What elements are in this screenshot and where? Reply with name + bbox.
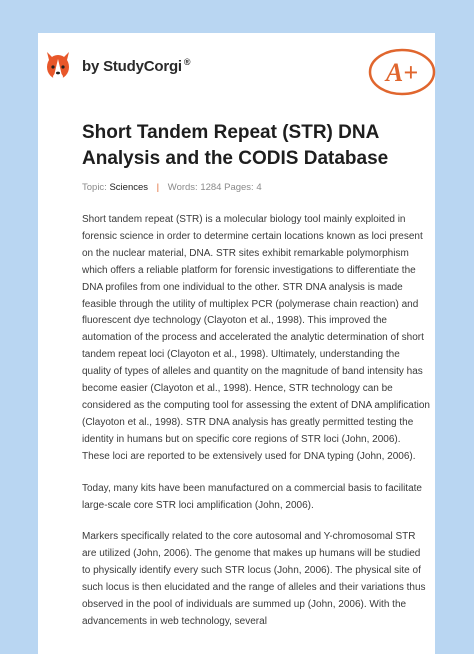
grade-badge — [366, 47, 438, 102]
corgi-icon — [44, 50, 72, 82]
document-meta — [82, 182, 262, 193]
paragraph: Today, many kits have been manufactured on a commercial basis to facilitate large-scale core STR loci amplification (John, 2006). — [82, 482, 422, 511]
brand-name: by StudyCorgi ® — [82, 57, 191, 75]
studycorgi-logo[interactable] — [44, 50, 190, 82]
paragraph: Short tandem repeat (STR) is a molecular biology tool mainly exploited in forensic science in order to determine certain locations known as loci present on the nuclear material, DNA. STR sites exhibit remarkable polymorphism which offers a reliable platform for forensic investigations to differentiate the DNA profiles from one individual to the other. STR DNA analysis is made feasible through the utility of multiplex PCR (polymerase chain reaction) and fluorescent dye technology (Clayoton et al., 1998). This improved the automation of the process and accelerated the analytic determination of short tandem repeat loci (Clayoton et al., 1998). Ultimately, understanding the quality of types of alleles and quantity on the magnitude of band intensity has become easier (Clayoton et al., 1998). Hence, STR technology can be considered as the computing tool for assessing the extent of DNA amplification (Clayoton et al., 1998). STR DNA analysis has greatly permitted testing the identity in humans but on specific core regions of STR loci (John, 2006). These loci are reported to be extensively used for DNA typing (John, 2006). — [82, 214, 430, 462]
word-count: Words: 1284 — [167, 182, 222, 193]
svg-text:A+: A+ — [385, 58, 419, 87]
page-title: Short Tandem Repeat (STR) DNA Analysis and the CODIS Database — [82, 122, 389, 169]
paragraph: Markers specifically related to the core autosomal and Y-chromosomal STR are utilized (John, 2006). The genome that makes up humans will be studied to physically identify every such STR locus (John, 2006). The physical site of such locus is then elucidated and the range of alleles and their variations thus observed in the pool of individuals are summed up (John, 2006). With the advancements in web technology, several — [82, 531, 426, 627]
meta-separator: | — [156, 182, 160, 193]
page-count: Pages: 4 — [224, 182, 262, 193]
grade-circle-icon — [366, 47, 438, 97]
topic-label: Topic: — [82, 182, 107, 193]
essay-body — [82, 212, 430, 646]
topic-link[interactable]: Sciences — [109, 182, 149, 193]
